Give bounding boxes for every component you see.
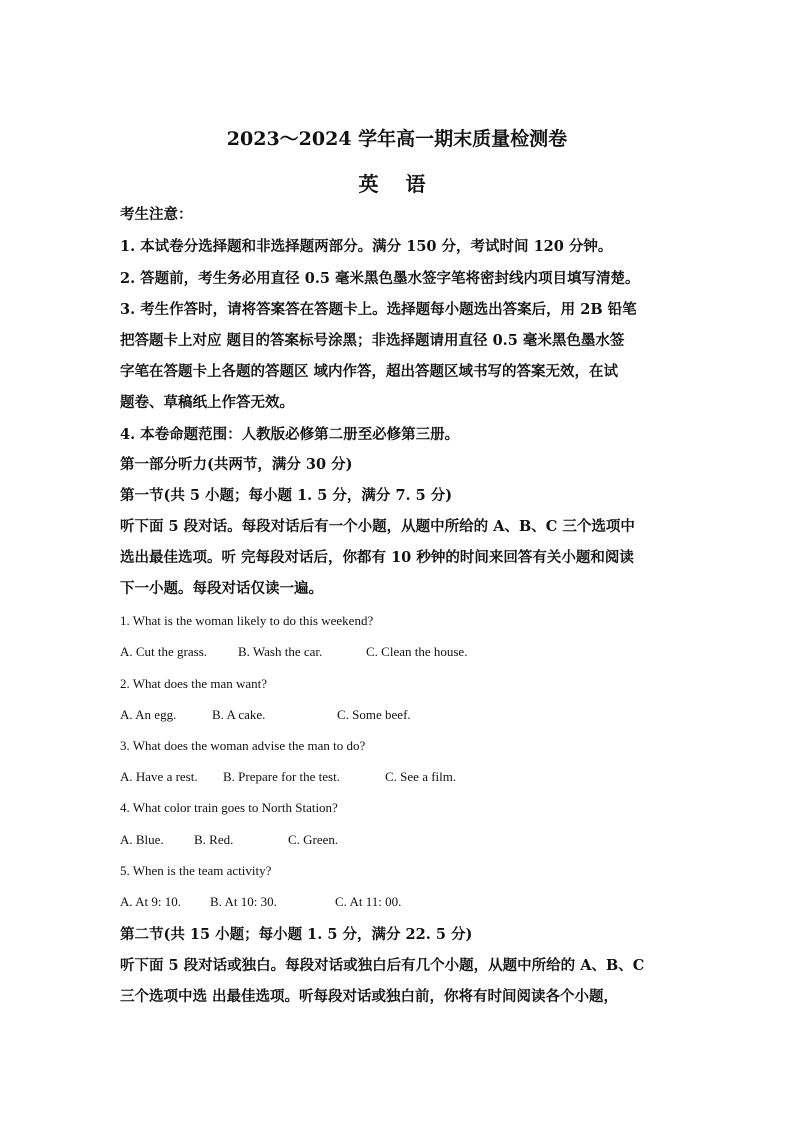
notice-item-3-line-2: 把答题卡上对应 题目的答案标号涂黑；非选择题请用直径 0.5 毫米黑色墨水签 [120, 332, 625, 349]
option-b: B. At 10: 30. [210, 894, 277, 909]
section-1-instruction-line-2: 选出最佳选项。听 完每段对话后，你都有 10 秒钟的时间来回答有关小题和阅读 [120, 549, 634, 566]
question-3-options [120, 767, 680, 787]
notice-heading: 考生注意： [120, 206, 193, 223]
question-1: 1. What is the woman likely to do this weekend? [120, 613, 374, 628]
question-4: 4. What color train goes to North Station? [120, 800, 338, 815]
part-1-heading: 第一部分听力(共两节，满分 30 分) [120, 456, 353, 473]
option-a: A. An egg. [120, 707, 177, 722]
exam-title: 2023～2024 学年高一期末质量检测卷 [226, 128, 568, 150]
option-c: C. At 11: 00. [335, 894, 402, 909]
option-a: A. Cut the grass. [120, 644, 208, 659]
question-5: 5. When is the team activity? [120, 863, 272, 878]
notice-item-3-line-3: 字笔在答题卡上各题的答题区 域内作答，超出答题区域书写的答案无效，在试 [120, 363, 619, 380]
question-3: 3. What does the woman advise the man to do? [120, 738, 366, 753]
section-2-heading: 第二节(共 15 小题；每小题 1. 5 分，满分 22. 5 分) [120, 926, 473, 943]
question-1-options [120, 642, 680, 662]
option-b: B. Prepare for the test. [223, 769, 340, 784]
option-b: B. Wash the car. [238, 644, 323, 659]
subject-title: 英 语 [358, 172, 436, 196]
option-a: A. Have a rest. [120, 769, 198, 784]
section-2-instruction-line-1: 听下面 5 段对话或独白。每段对话或独白后有几个小题，从题中所给的 A、B、C [120, 957, 645, 974]
question-5-options [120, 892, 680, 912]
option-b: B. A cake. [212, 707, 266, 722]
notice-item-3-line-4: 题卷、草稿纸上作答无效。 [120, 394, 294, 411]
option-a: A. Blue. [120, 832, 164, 847]
question-2-options [120, 705, 680, 725]
section-2-instruction-line-2: 三个选项中选 出最佳选项。听每段对话或独白前，你将有时间阅读各个小题， [120, 988, 619, 1005]
option-c: C. See a film. [385, 769, 457, 784]
notice-item-3-line-1: 3. 考生作答时，请将答案答在答题卡上。选择题每小题选出答案后，用 2B 铅笔 [120, 301, 637, 318]
option-c: C. Green. [288, 832, 339, 847]
notice-item-4: 4. 本卷命题范围：人教版必修第二册至必修第三册。 [120, 426, 460, 443]
section-1-heading: 第一节(共 5 小题；每小题 1. 5 分，满分 7. 5 分) [120, 487, 453, 504]
option-c: C. Clean the house. [366, 644, 468, 659]
question-2: 2. What does the man want? [120, 676, 268, 691]
option-a: A. At 9: 10. [120, 894, 182, 909]
notice-item-2: 2. 答题前，考生务必用直径 0.5 毫米黑色墨水签字笔将密封线内项目填写清楚。 [120, 270, 640, 287]
option-c: C. Some beef. [337, 707, 411, 722]
section-1-instruction-line-3: 下一小题。每段对话仅读一遍。 [120, 580, 323, 597]
option-b: B. Red. [194, 832, 234, 847]
section-1-instruction-line-1: 听下面 5 段对话。每段对话后有一个小题，从题中所给的 A、B、C 三个选项中 [120, 518, 635, 535]
question-4-options [120, 830, 680, 850]
notice-item-1: 1. 本试卷分选择题和非选择题两部分。满分 150 分，考试时间 120 分钟。 [120, 238, 613, 255]
